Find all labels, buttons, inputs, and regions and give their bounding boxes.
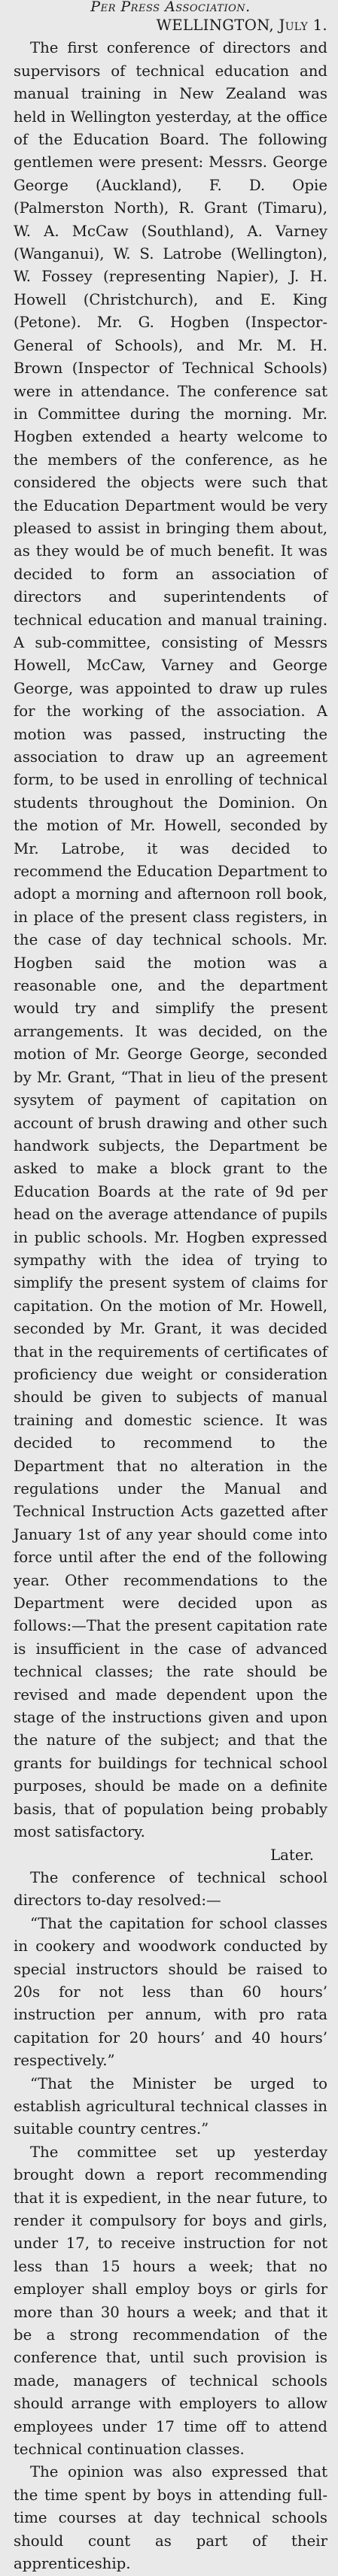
dateline: WELLINGTON, July 1. — [156, 17, 327, 34]
paragraph-committee-report: The committee set up yesterday brought down a report recommending that it is expedient, in the near future, to render it compulsory for boys and girls, under 17, to receive instruction for not less than 15 hours a week; that no employer shall employ boys or girls for more than 30 hours a week; and that it be a strong recommendation of the conference that, until such provision is made, managers of technical schools should arrange with employers to allow employees under 17 time off to attend technical continuation classes. — [14, 2143, 327, 2459]
paragraph-resolution-agricultural: “That the Minister be urged to establish agricultural technical classes in suitable country centres.” — [14, 2074, 327, 2138]
paragraph-later-intro: The conference of technical school directors to-day resolved:— — [14, 1868, 327, 1910]
byline: Per Press Association. — [90, 0, 251, 15]
paragraph-main: The first conference of directors and supervisors of technical education and manual training in New Zealand was held in Wellington yesterday, at the office of the Education Board. The following gentlemen were present: Messrs. George George (Auckland), F. D. Opie (Palmerston North), R. Grant (Timaru), W. A. McCaw (Southland), A. Varney (Wanganui), W. S. Latrobe (Wellington), W. Fossey (representing Napier), J. H. Howell (Christchurch), and E. King (Petone). Mr. G. Hogben (Inspector-General of Schools), and Mr. M. H. Brown (Inspector of Technical Schools) were in attendance. The conference sat in Committee during the morning. Mr. Hogben extended a hearty welcome to the members of the conference, as he considered the objects were such that the Education Department would be very pleased to assist in bringing them about, as they would be of much benefit. It was decided to form an association of directors and superintendents of technical education and manual training. A sub-committee, consisting of Messrs Howell, McCaw, Varney and George George, was appointed to draw up rules for the working of the association. A motion was passed, instructing the association to draw up an agreement form, to be used in enrolling of technical students throughout the Dominion. On the motion of Mr. Howell, seconded by Mr. Latrobe, it was decided to recommend the Education Department to adopt a morning and afternoon roll book, in place of the present class registers, in the case of day technical schools. Mr. Hogben said the motion was a reasonable one, and the department would try and simplify the present arrangements. It was decided, on the motion of Mr. George George, seconded by Mr. Grant, “That in lieu of the present sysytem of payment of capitation on account of brush drawing and other such handwork subjects, the Department be asked to make a block grant to the Education Boards at the rate of 9d per head on the average attendance of pupils in public schools. Mr. Hogben expressed sympathy with the idea of trying to simplify the present system of claims for capitation. On the motion of Mr. Howell, seconded by Mr. Grant, it was decided that in the requirements of certificates of proficiency due weight or consideration should be given to subjects of manual training and domestic science. It was decided to recommend to the Department that no alteration in the regulations under the Manual and Technical Instruction Acts gazetted after January 1st of any year should come into force until after the end of the following year. Other recommendations to the Department were decided upon as follows:—That the present capitation rate is insufficient in the case of advanced technical classes; the rate should be revised and made dependent upon the stage of the instructions given and upon the nature of the subject; and that the grants for buildings for technical school purposes, should be made on a definite basis, that of population being probably most satisfactory. — [14, 39, 327, 1841]
later-label: Later. — [270, 1846, 314, 1864]
paragraph-resolution-capitation: “That the capitation for school classes in cookery and woodwork conducted by special instructors should be raised to 20s for not less than 60 hours’ instruction per annum, with pro rata capitation for 20 hours’ and 40 hours’ respectively.” — [14, 1914, 327, 2070]
paragraph-apprenticeship: The opinion was also expressed that the time spent by boys in attending full-time courses at day technical schools should count as part of their apprenticeship. — [14, 2463, 327, 2573]
